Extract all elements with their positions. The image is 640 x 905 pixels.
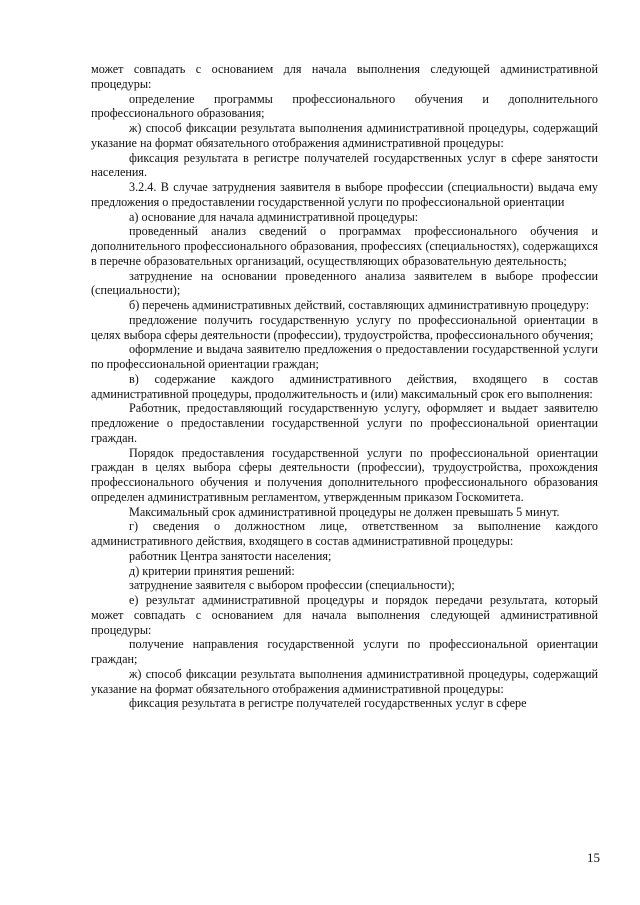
paragraph: фиксация результата в регистре получателей государственных услуг в сфере занятости населения. <box>91 150 598 180</box>
paragraph: ж) способ фиксации результата выполнения административной процедуры, содержащий указание на формат обязательного отображения административной процедуры: <box>91 121 598 150</box>
paragraph: затруднение на основании проведенного анализа заявителем в выборе профессии (специальности); <box>91 268 598 298</box>
paragraph: а) основание для начала административной процедуры: <box>129 209 419 224</box>
paragraph: проведенный анализ сведений о программах профессионального обучения и дополнительного профессионального образования, профессиях (специальностях), содержащихся в перечне образовательных организаций, осуществляющих образовательную деятельность; <box>91 224 598 268</box>
paragraph: определение программы профессионального обучения и дополнительного профессионального образования; <box>91 91 598 121</box>
page-number: 15 <box>587 850 600 865</box>
paragraph: работник Центра занятости населения; <box>129 548 332 563</box>
paragraph: затруднение заявителя с выбором профессии (специальности); <box>129 578 455 593</box>
paragraph: в) содержание каждого административного действия, входящего в состав административной процедуры, продолжительность и (или) максимальный срок его выполнения: <box>91 371 598 401</box>
section-heading-3-2-4: 3.2.4. В случае затруднения заявителя в выборе профессии (специальности) выдача ему предложения о предоставлении государственной услуги по профессиональной ориентации <box>91 180 598 209</box>
paragraph: оформление и выдача заявителю предложения о предоставлении государственной услуги по профессиональной ориентации граждан; <box>91 342 598 371</box>
paragraph: фиксация результата в регистре получателей государственных услуг в сфере <box>129 696 527 711</box>
document-body <box>91 62 598 711</box>
paragraph: Порядок предоставления государственной услуги по профессиональной ориентации граждан в целях выбора сферы деятельности (профессии), трудоустройства, прохождения профессионального обучения и получения дополнительного профессионального образования определен административным регламентом, утвержденным приказом Госкомитета. <box>91 445 598 504</box>
paragraph: Работник, предоставляющий государственную услугу, оформляет и выдает заявителю предложение о предоставлении государственной услуги по профессиональной ориентации граждан. <box>91 401 598 445</box>
paragraph: получение направления государственной услуги по профессиональной ориентации граждан; <box>91 637 598 666</box>
paragraph: ж) способ фиксации результата выполнения административной процедуры, содержащий указание на формат обязательного отображения административной процедуры: <box>91 666 598 696</box>
paragraph: Максимальный срок административной процедуры не должен превышать 5 минут. <box>129 504 560 519</box>
paragraph: предложение получить государственную услугу по профессиональной ориентации в целях выбора сферы деятельности (профессии), трудоустройства, профессионального обучения; <box>91 312 598 342</box>
paragraph: б) перечень административных действий, составляющих административную процедуру: <box>129 298 590 312</box>
paragraph: г) сведения о должностном лице, ответственном за выполнение каждого административного действия, входящего в состав административной процедуры: <box>91 519 598 548</box>
paragraph: е) результат административной процедуры и порядок передачи результата, который может совпадать с основанием для начала выполнения следующей административной процедуры: <box>91 593 598 637</box>
paragraph: может совпадать с основанием для начала выполнения следующей административной процедуры: <box>91 62 598 91</box>
paragraph: д) критерии принятия решений: <box>129 563 295 578</box>
